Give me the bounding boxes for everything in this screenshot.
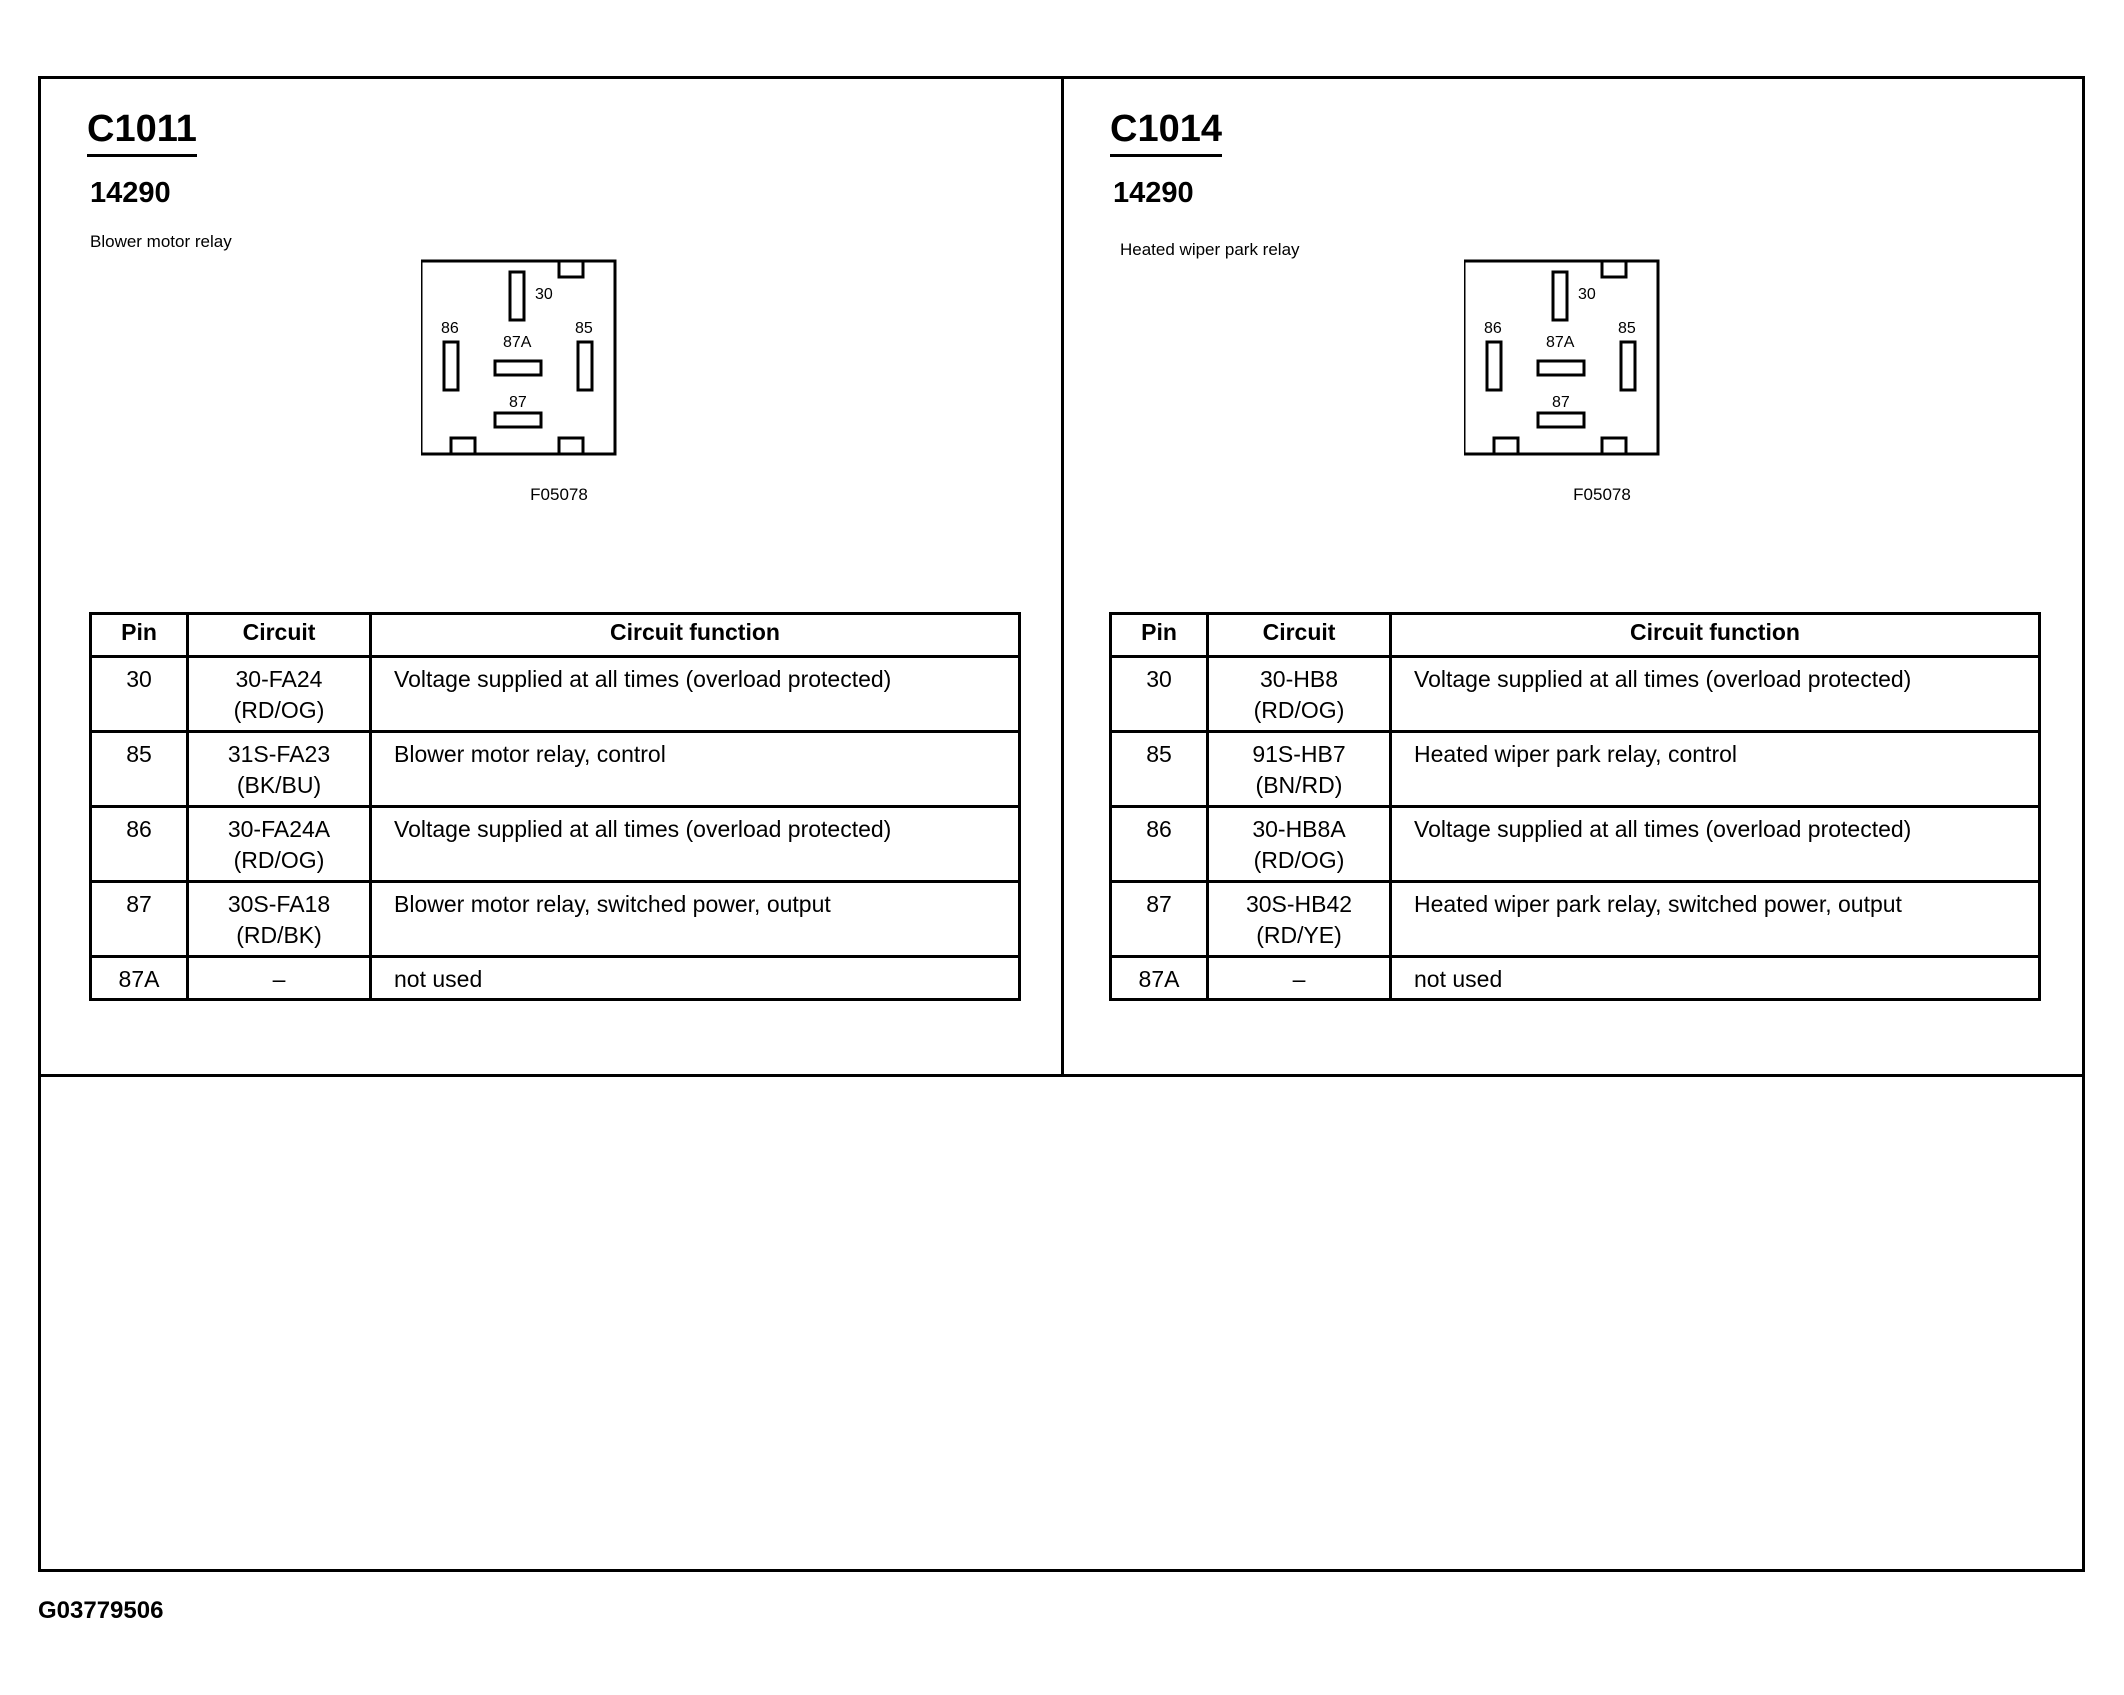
wire-color: (RD/OG) <box>233 697 325 723</box>
cell-circuit <box>188 807 371 882</box>
cell-function: Voltage supplied at all times (overload protected) <box>371 657 1020 732</box>
circuit-id: 30-FA24 <box>235 666 323 692</box>
wire-color: (RD/OG) <box>1253 847 1345 873</box>
cell-pin: 85 <box>91 732 188 807</box>
cell-pin: 87A <box>91 957 188 1000</box>
pin-label-86: 86 <box>441 320 459 337</box>
terminal-85 <box>1621 342 1635 390</box>
circuit-id: 30S-HB42 <box>1245 891 1353 917</box>
terminal-86 <box>1487 342 1501 390</box>
cell-function: Voltage supplied at all times (overload protected) <box>1391 807 2040 882</box>
terminal-87 <box>1538 413 1584 427</box>
cell-function: Voltage supplied at all times (overload protected) <box>1391 657 2040 732</box>
pin-label-85: 85 <box>575 320 593 337</box>
wire-color: (RD/YE) <box>1256 922 1342 948</box>
cell-function: not used <box>1391 957 2040 1000</box>
cell-circuit <box>188 882 371 957</box>
figure-code: F05078 <box>530 485 588 504</box>
circuit-id: 30-HB8A <box>1252 816 1346 842</box>
connector-panel-c1014 <box>1064 76 2086 1074</box>
cell-pin: 86 <box>1111 807 1208 882</box>
header-pin: Pin <box>1111 614 1208 657</box>
wire-color: (RD/BK) <box>236 922 322 948</box>
cell-function: Heated wiper park relay, control <box>1391 732 2040 807</box>
terminal-87a <box>495 361 541 375</box>
pin-label-85: 85 <box>1618 320 1636 337</box>
table-row <box>1111 882 2040 957</box>
header-function: Circuit function <box>1391 614 2040 657</box>
cell-pin: 85 <box>1111 732 1208 807</box>
part-number: 14290 <box>90 177 171 209</box>
cell-circuit <box>1208 732 1391 807</box>
table-row <box>91 807 1020 882</box>
cell-function: Blower motor relay, control <box>371 732 1020 807</box>
table-header-row <box>91 614 1020 657</box>
table-row <box>91 657 1020 732</box>
part-description: Blower motor relay <box>90 232 232 251</box>
cell-circuit <box>188 657 371 732</box>
table-row <box>1111 657 2040 732</box>
cell-function: Heated wiper park relay, switched power, output <box>1391 882 2040 957</box>
cell-pin: 87 <box>1111 882 1208 957</box>
relay-face-diagram <box>1464 259 1704 459</box>
table-row <box>1111 807 2040 882</box>
terminal-87 <box>495 413 541 427</box>
cell-function: not used <box>371 957 1020 1000</box>
cell-circuit <box>188 732 371 807</box>
pin-table <box>1109 612 2041 1001</box>
cell-circuit: – <box>1208 957 1391 1000</box>
cell-pin: 30 <box>1111 657 1208 732</box>
circuit-id: 30-FA24A <box>227 816 331 842</box>
cell-circuit: – <box>188 957 371 1000</box>
document-code: G03779506 <box>38 1597 164 1624</box>
cell-function: Blower motor relay, switched power, output <box>371 882 1020 957</box>
pin-label-86: 86 <box>1484 320 1502 337</box>
circuit-id: 91S-HB7 <box>1252 741 1346 767</box>
cell-function: Voltage supplied at all times (overload protected) <box>371 807 1020 882</box>
table-row <box>91 882 1020 957</box>
circuit-id: 31S-FA23 <box>227 741 331 767</box>
part-description: Heated wiper park relay <box>1120 240 1300 259</box>
circuit-id: 30-HB8 <box>1260 666 1338 692</box>
terminal-86 <box>444 342 458 390</box>
table-row <box>1111 732 2040 807</box>
pin-label-87: 87 <box>1552 394 1570 411</box>
header-pin: Pin <box>91 614 188 657</box>
pin-label-87: 87 <box>509 394 527 411</box>
table-row <box>1111 957 2040 1000</box>
connector-id: C1011 <box>87 110 197 157</box>
table-row <box>91 957 1020 1000</box>
cell-circuit <box>1208 882 1391 957</box>
figure-code: F05078 <box>1573 485 1631 504</box>
wire-color: (RD/OG) <box>233 847 325 873</box>
wire-color: (RD/OG) <box>1253 697 1345 723</box>
cell-pin: 87A <box>1111 957 1208 1000</box>
table-row <box>91 732 1020 807</box>
pin-table <box>89 612 1021 1001</box>
terminal-85 <box>578 342 592 390</box>
pin-label-87a: 87A <box>1546 334 1575 351</box>
part-number: 14290 <box>1113 177 1194 209</box>
cell-circuit <box>1208 657 1391 732</box>
header-circuit: Circuit <box>188 614 371 657</box>
circuit-id: 30S-FA18 <box>227 891 331 917</box>
wire-color: (BK/BU) <box>236 772 322 798</box>
relay-face-diagram <box>421 259 661 459</box>
terminal-30 <box>1553 272 1567 320</box>
pin-label-30: 30 <box>535 286 553 303</box>
terminal-87a <box>1538 361 1584 375</box>
pin-label-30: 30 <box>1578 286 1596 303</box>
header-function: Circuit function <box>371 614 1020 657</box>
cell-pin: 87 <box>91 882 188 957</box>
cell-circuit <box>1208 807 1391 882</box>
pin-label-87a: 87A <box>503 334 532 351</box>
terminal-30 <box>510 272 524 320</box>
connector-id: C1014 <box>1110 110 1222 157</box>
cell-pin: 86 <box>91 807 188 882</box>
wire-color: (BN/RD) <box>1255 772 1343 798</box>
connector-panel-c1011 <box>41 76 1063 1074</box>
header-circuit: Circuit <box>1208 614 1391 657</box>
table-header-row <box>1111 614 2040 657</box>
cell-pin: 30 <box>91 657 188 732</box>
